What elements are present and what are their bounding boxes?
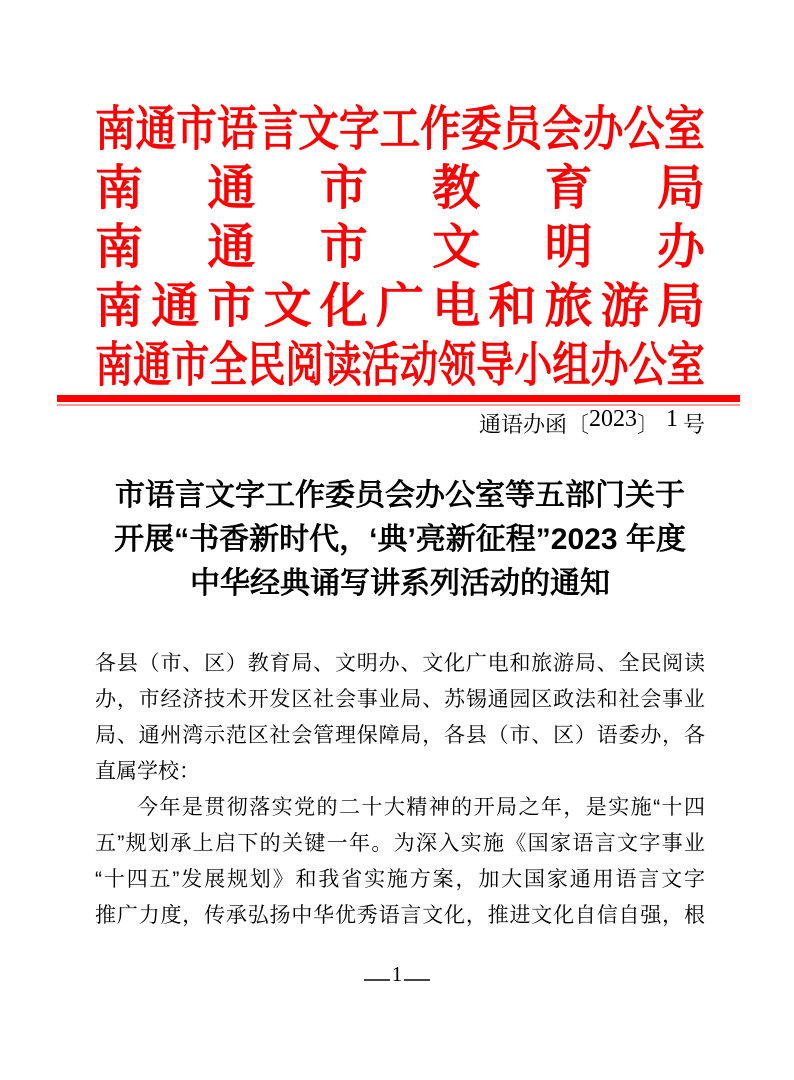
intro-paragraph [95, 790, 705, 934]
body-line: 直属学校： [95, 760, 200, 783]
page-number-dash-left [364, 979, 390, 981]
doc-number-year: 2023 [588, 406, 637, 432]
letterhead-rule-secondary [57, 404, 740, 406]
letterhead-line-1 [95, 100, 705, 159]
body-line: 办，市经济技术开发区社会事业局、苏锡通园区政法和社会事业 [95, 688, 705, 711]
title-line-2: 开展“书香新时代，‘典’亮新征程”2023 年度 [114, 523, 686, 556]
org-name-language-committee: 南通市语言文字工作委员会办公室 [95, 103, 705, 156]
body-line: 推广力度，传承弘扬中华优秀语言文化，推进文化自信自强，根 [95, 904, 705, 927]
body-line: 今年是贯彻落实党的二十大精神的开局之年，是实施“十四 [137, 796, 705, 819]
body-line: 局、通州湾示范区社会管理保障局，各县（市、区）语委办，各 [95, 724, 705, 747]
letterhead-rule-main [57, 395, 740, 402]
page-footer [0, 963, 794, 988]
doc-number-bracket-open: 〔 [566, 412, 589, 437]
document-title [95, 474, 705, 606]
doc-number-suffix: 号 [682, 412, 705, 437]
letterhead-rule [57, 395, 740, 406]
letterhead [95, 100, 705, 395]
title-line-3: 中华经典诵写讲系列活动的通知 [190, 567, 610, 600]
title-line-1: 市语言文字工作委员会办公室等五部门关于 [115, 479, 685, 512]
doc-number [95, 406, 705, 441]
doc-number-prefix: 通语办函 [478, 412, 567, 437]
page-number: 1 [391, 962, 403, 986]
org-name-education-bureau: 南 通 市 教 育 局 [95, 162, 705, 215]
body-line: 各县（市、区）教育局、文明办、文化广电和旅游局、全民阅读 [95, 652, 705, 675]
page-content [0, 100, 794, 934]
org-name-culture-tourism-bureau: 南 通 市 文 化 广 电 和 旅 游 局 [95, 280, 705, 333]
page-number-dash-right [404, 979, 430, 981]
org-name-civilization-office: 南 通 市 文 明 办 [95, 221, 705, 274]
doc-number-bracket-close: 〕 [636, 412, 659, 437]
org-name-reading-leading-group: 南通市全民阅读活动领导小组办公室 [95, 339, 705, 392]
body-line: 五”规划承上启下的关键一年。为深入实施《国家语言文字事业 [95, 832, 705, 855]
body-line: “十四五”发展规划》和我省实施方案，加大国家通用语言文字 [95, 868, 705, 891]
recipients-paragraph [95, 646, 705, 790]
doc-number-serial: 1 [665, 406, 678, 432]
document-body [95, 646, 705, 934]
letterhead-line-5 [95, 336, 705, 395]
